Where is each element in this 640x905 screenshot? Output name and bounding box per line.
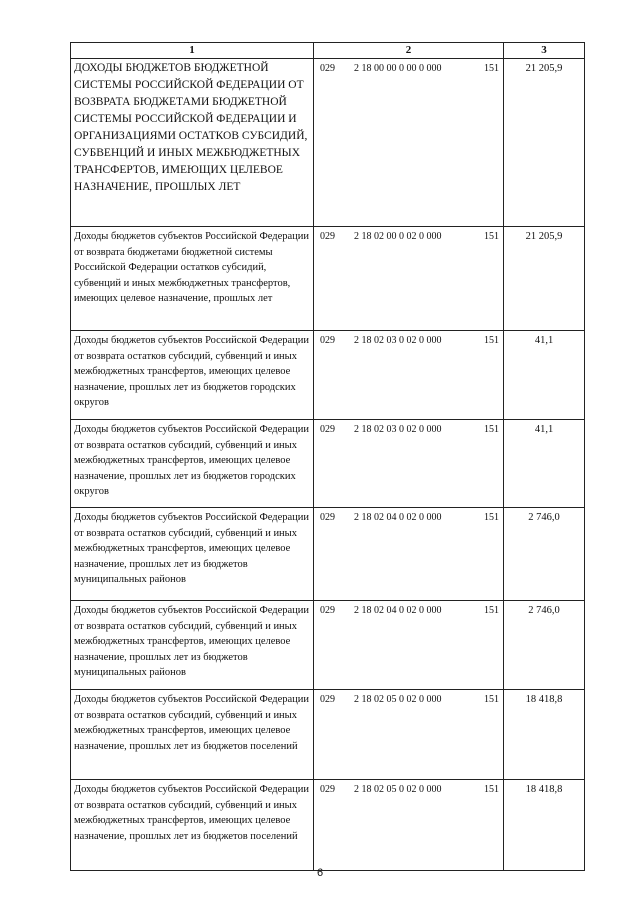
page-number: 6 — [316, 867, 324, 879]
budget-revenue-table — [70, 42, 585, 871]
kosgu-code: 151 — [484, 694, 499, 705]
header-col-2: 2 — [314, 43, 504, 59]
row-name: Доходы бюджетов субъектов Российской Федерации от возврата остатков субсидий, субвенций и иных межбюджетных трансфертов, имеющих целевое назначение, прошлых лет из бюджетов муниципальных районов — [71, 508, 314, 601]
admin-code: 029 — [320, 231, 335, 242]
header-col-1: 1 — [71, 43, 314, 59]
row-code — [314, 780, 504, 871]
kosgu-code: 151 — [484, 512, 499, 523]
row-amount: 41,1 — [504, 420, 585, 508]
table-header-row — [71, 43, 585, 59]
row-code — [314, 420, 504, 508]
row-amount: 18 418,8 — [504, 780, 585, 871]
kosgu-code: 151 — [484, 231, 499, 242]
admin-code: 029 — [320, 63, 335, 74]
table-row — [71, 420, 585, 508]
kosgu-code: 151 — [484, 784, 499, 795]
admin-code: 029 — [320, 335, 335, 346]
table-row — [71, 690, 585, 780]
kosgu-code: 151 — [484, 605, 499, 616]
table-row — [71, 780, 585, 871]
table-row — [71, 331, 585, 420]
kbk-code: 2 18 02 05 0 02 0 000 — [354, 694, 442, 705]
row-code — [314, 508, 504, 601]
row-code — [314, 601, 504, 690]
table-row — [71, 508, 585, 601]
admin-code: 029 — [320, 605, 335, 616]
row-name: Доходы бюджетов субъектов Российской Федерации от возврата остатков субсидий, субвенций и иных межбюджетных трансфертов, имеющих целевое назначение, прошлых лет из бюджетов городских округов — [71, 331, 314, 420]
admin-code: 029 — [320, 784, 335, 795]
table-row — [71, 59, 585, 227]
header-col-3: 3 — [504, 43, 585, 59]
row-amount: 2 746,0 — [504, 601, 585, 690]
admin-code: 029 — [320, 512, 335, 523]
table-row — [71, 601, 585, 690]
kosgu-code: 151 — [484, 63, 499, 74]
admin-code: 029 — [320, 424, 335, 435]
row-name: Доходы бюджетов субъектов Российской Федерации от возврата бюджетами бюджетной системы Российской Федерации остатков субсидий, субвенций и иных межбюджетных трансфертов, имеющих целевое назначение, прошлых лет — [71, 227, 314, 331]
table-row — [71, 227, 585, 331]
kosgu-code: 151 — [484, 335, 499, 346]
kbk-code: 2 18 02 04 0 02 0 000 — [354, 512, 442, 523]
kbk-code: 2 18 02 00 0 02 0 000 — [354, 231, 442, 242]
kbk-code: 2 18 02 05 0 02 0 000 — [354, 784, 442, 795]
admin-code: 029 — [320, 694, 335, 705]
row-code — [314, 59, 504, 227]
row-name: Доходы бюджетов субъектов Российской Федерации от возврата остатков субсидий, субвенций и иных межбюджетных трансфертов, имеющих целевое назначение, прошлых лет из бюджетов поселений — [71, 780, 314, 871]
row-amount: 41,1 — [504, 331, 585, 420]
row-amount: 2 746,0 — [504, 508, 585, 601]
row-amount: 21 205,9 — [504, 59, 585, 227]
kosgu-code: 151 — [484, 424, 499, 435]
row-amount: 18 418,8 — [504, 690, 585, 780]
row-code — [314, 227, 504, 331]
row-code — [314, 331, 504, 420]
row-amount: 21 205,9 — [504, 227, 585, 331]
row-name: Доходы бюджетов субъектов Российской Федерации от возврата остатков субсидий, субвенций и иных межбюджетных трансфертов, имеющих целевое назначение, прошлых лет из бюджетов муниципальных районов — [71, 601, 314, 690]
kbk-code: 2 18 02 04 0 02 0 000 — [354, 605, 442, 616]
row-name: Доходы бюджетов субъектов Российской Федерации от возврата остатков субсидий, субвенций и иных межбюджетных трансфертов, имеющих целевое назначение, прошлых лет из бюджетов поселений — [71, 690, 314, 780]
kbk-code: 2 18 00 00 0 00 0 000 — [354, 63, 442, 74]
row-name: ДОХОДЫ БЮДЖЕТОВ БЮДЖЕТНОЙ СИСТЕМЫ РОССИЙСКОЙ ФЕДЕРАЦИИ ОТ ВОЗВРАТА БЮДЖЕТАМИ БЮДЖЕТНОЙ СИСТЕМЫ РОССИЙСКОЙ ФЕДЕРАЦИИ И ОРГАНИЗАЦИЯМИ ОСТАТКОВ СУБСИДИЙ, СУБВЕНЦИЙ И ИНЫХ МЕЖБЮДЖЕТНЫХ ТРАНСФЕРТОВ, ИМЕЮЩИХ ЦЕЛЕВОЕ НАЗНАЧЕНИЕ, ПРОШЛЫХ ЛЕТ — [71, 59, 314, 227]
kbk-code: 2 18 02 03 0 02 0 000 — [354, 335, 442, 346]
kbk-code: 2 18 02 03 0 02 0 000 — [354, 424, 442, 435]
row-code — [314, 690, 504, 780]
row-name: Доходы бюджетов субъектов Российской Федерации от возврата остатков субсидий, субвенций и иных межбюджетных трансфертов, имеющих целевое назначение, прошлых лет из бюджетов городских округов — [71, 420, 314, 508]
